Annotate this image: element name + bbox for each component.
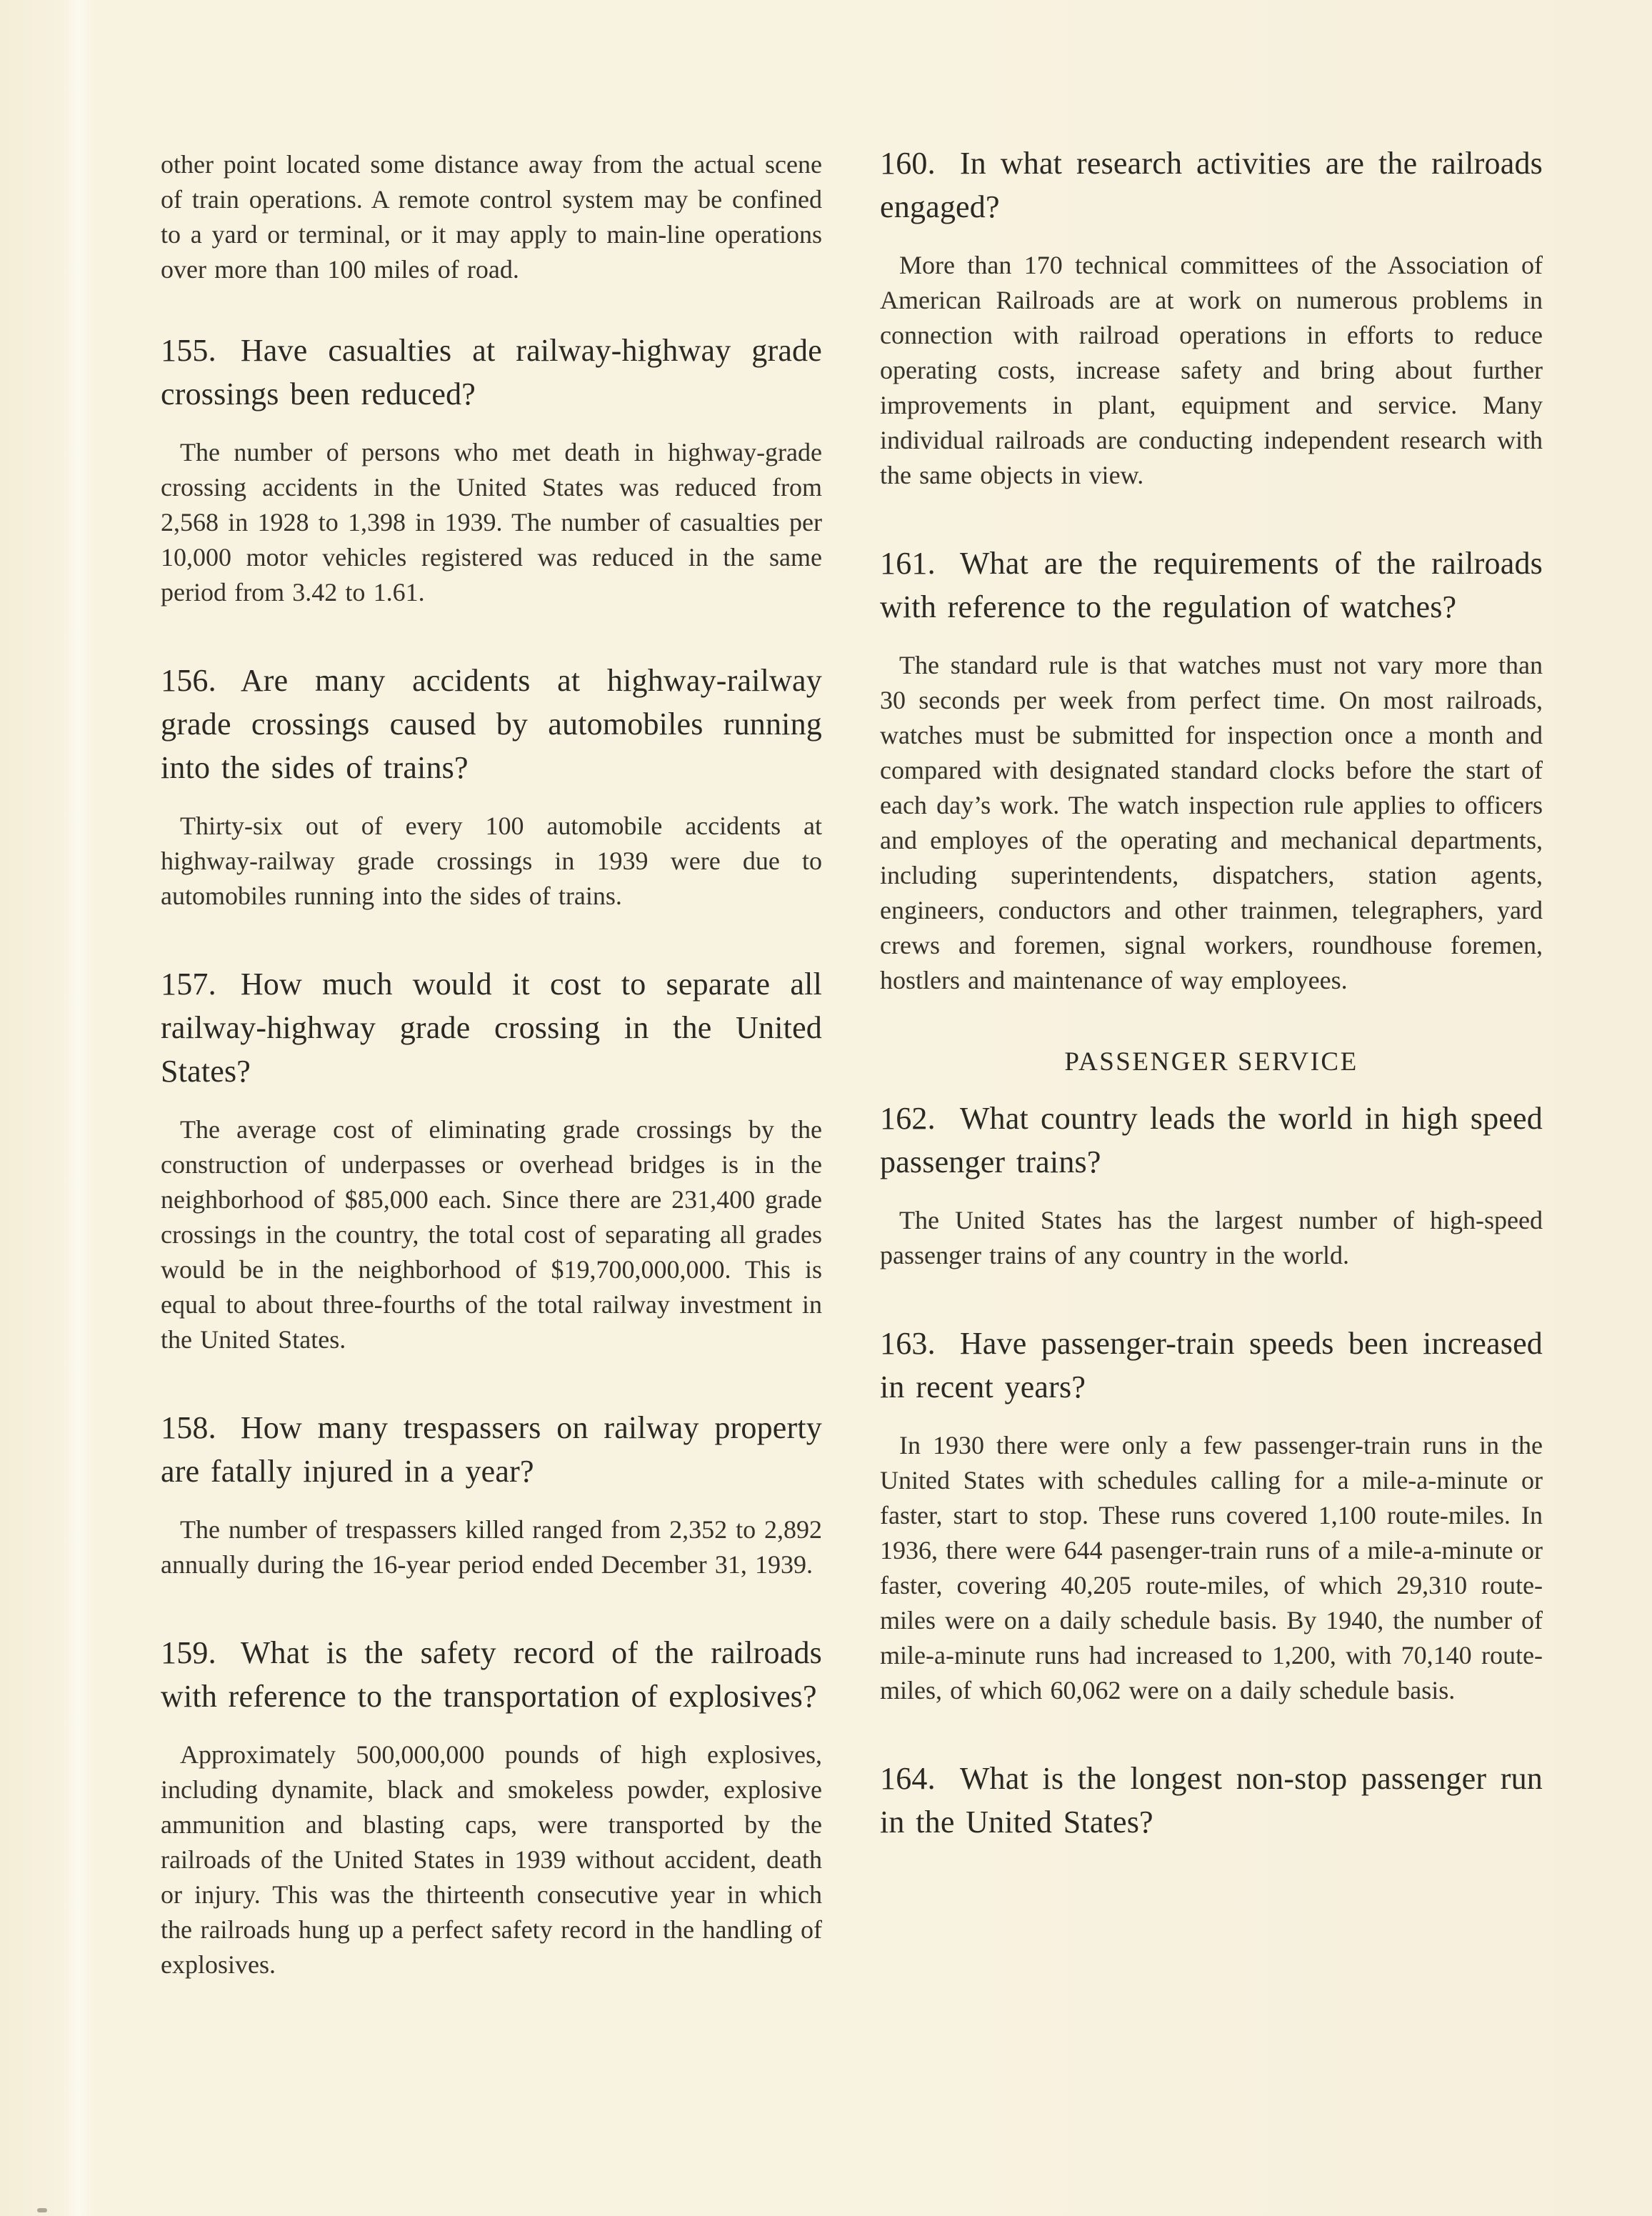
qa-entry-158 (161, 1406, 822, 1582)
question-text: What is the safety record of the railroads with reference to the transportation of explosives? (161, 1635, 822, 1714)
qa-entry-157 (161, 962, 822, 1357)
question-text: Are many accidents at highway-railway grade crossings caused by automobiles running into the sides of trains? (161, 663, 822, 785)
answer-paragraph: More than 170 technical committees of the Association of American Railroads are at work on numerous problems in connection with railroad operations in efforts to reduce operating costs, increase safety and bring about further improvements in plant, equipment and service. Many individual railroads are conducting independent research with the same objects in view. (880, 251, 1543, 489)
question-number: 157. (161, 967, 216, 1002)
qa-entry-159 (161, 1631, 822, 1982)
question-heading (161, 962, 822, 1093)
answer-paragraph: In 1930 there were only a few passenger-train runs in the United States with schedules calling for a mile-a-minute or faster, start to stop. These runs covered 1,100 route-miles. In 1936, there were 644 pasenger-train runs of a mile-a-minute or faster, covering 40,205 route-miles, of which 29,310 route-miles were on a daily schedule basis. By 1940, the number of mile-a-minute runs had increased to 1,200, with 70,140 route-miles, of which 60,062 were on a daily schedule basis. (880, 1431, 1543, 1705)
answer-paragraph: The number of persons who met death in highway-grade crossing accidents in the United States was reduced from 2,568 in 1928 to 1,398 in 1939. The number of casualties per 10,000 motor vehicles registered was reduced in the same period from 3.42 to 1.61. (161, 438, 822, 607)
question-number: 161. (880, 546, 936, 581)
question-text: In what research activities are the railroads engaged? (880, 146, 1543, 224)
section-heading-passenger-service: PASSENGER SERVICE (1064, 1047, 1358, 1077)
question-number: 155. (161, 333, 216, 368)
question-text: What is the longest non-stop passenger run in the United States? (880, 1761, 1543, 1840)
right-column (880, 141, 1543, 1863)
qa-entry-162 (880, 1097, 1543, 1273)
question-number: 158. (161, 1410, 216, 1445)
answer-paragraph: The United States has the largest number of high-speed passenger trains of any country in the world. (880, 1206, 1543, 1269)
answer-paragraph: The number of trespassers killed ranged from 2,352 to 2,892 annually during the 16-year period ended December 31, 1939. (161, 1515, 822, 1579)
question-heading (880, 141, 1543, 229)
question-text: Have casualties at railway-highway grade crossings been reduced? (161, 333, 822, 411)
answer-paragraph: The standard rule is that watches must not vary more than 30 seconds per week from perfect time. On most railroads, watches must be submitted for inspection once a month and compared with designated standard clocks before the start of each day’s work. The watch inspection rule applies to officers and employes of the operating and mechanical departments, including superintendents, dispatchers, station agents, engineers, conductors and other trainmen, telegraphers, yard crews and foremen, signal workers, roundhouse foremen, hostlers and maintenance of way employees. (880, 651, 1543, 994)
question-heading (880, 1322, 1543, 1409)
question-text: What country leads the world in high speed passenger trains? (880, 1101, 1543, 1179)
question-heading (161, 659, 822, 789)
qa-entry-155 (161, 329, 822, 610)
question-number: 156. (161, 663, 216, 698)
question-number: 163. (880, 1326, 936, 1361)
question-heading (161, 1631, 822, 1718)
continuation-paragraph: other point located some distance away from the actual scene of train operations. A remote control system may be confined to a yard or terminal, or it may apply to main-line operations over more than 100 miles of road. (161, 150, 822, 284)
answer-paragraph: Thirty-six out of every 100 automobile accidents at highway-railway grade crossings in 1939 were due to automobiles running into the sides of trains. (161, 812, 822, 910)
question-number: 159. (161, 1635, 216, 1670)
question-text: How much would it cost to separate all railway-highway grade crossing in the United States? (161, 967, 822, 1089)
question-heading (880, 541, 1543, 629)
question-text: Have passenger-train speeds been increased in recent years? (880, 1326, 1543, 1404)
paper-fold-highlight (61, 0, 94, 2216)
answer-paragraph: Approximately 500,000,000 pounds of high explosives, including dynamite, black and smokeless powder, explosive ammunition and blasting caps, were transported by the railroads of the United States in 1939 without accident, death or injury. This was the thirteenth consecutive year in which the railroads hung up a perfect safety record in the handling of explosives. (161, 1740, 822, 1979)
qa-entry-163 (880, 1322, 1543, 1708)
scan-speck (37, 2208, 47, 2212)
question-number: 162. (880, 1101, 936, 1136)
answer-paragraph: The average cost of eliminating grade crossings by the construction of underpasses or overhead bridges is in the neighborhood of $85,000 each. Since there are 231,400 grade crossings in the country, the total cost of separating all grades would be in the neighborhood of $19,700,000,000. This is equal to about three-fourths of the total railway investment in the United States. (161, 1115, 822, 1354)
question-number: 160. (880, 146, 936, 181)
question-text: What are the requirements of the railroads with reference to the regulation of watches? (880, 546, 1543, 624)
question-heading (161, 329, 822, 416)
qa-entry-156 (161, 659, 822, 914)
qa-entry-161 (880, 541, 1543, 998)
question-heading (161, 1406, 822, 1493)
qa-entry-164 (880, 1757, 1543, 1844)
question-text: How many trespassers on railway property are fatally injured in a year? (161, 1410, 822, 1489)
question-heading (880, 1097, 1543, 1184)
question-heading (880, 1757, 1543, 1844)
qa-entry-160 (880, 141, 1543, 493)
question-number: 164. (880, 1761, 936, 1796)
left-column (161, 147, 822, 1982)
